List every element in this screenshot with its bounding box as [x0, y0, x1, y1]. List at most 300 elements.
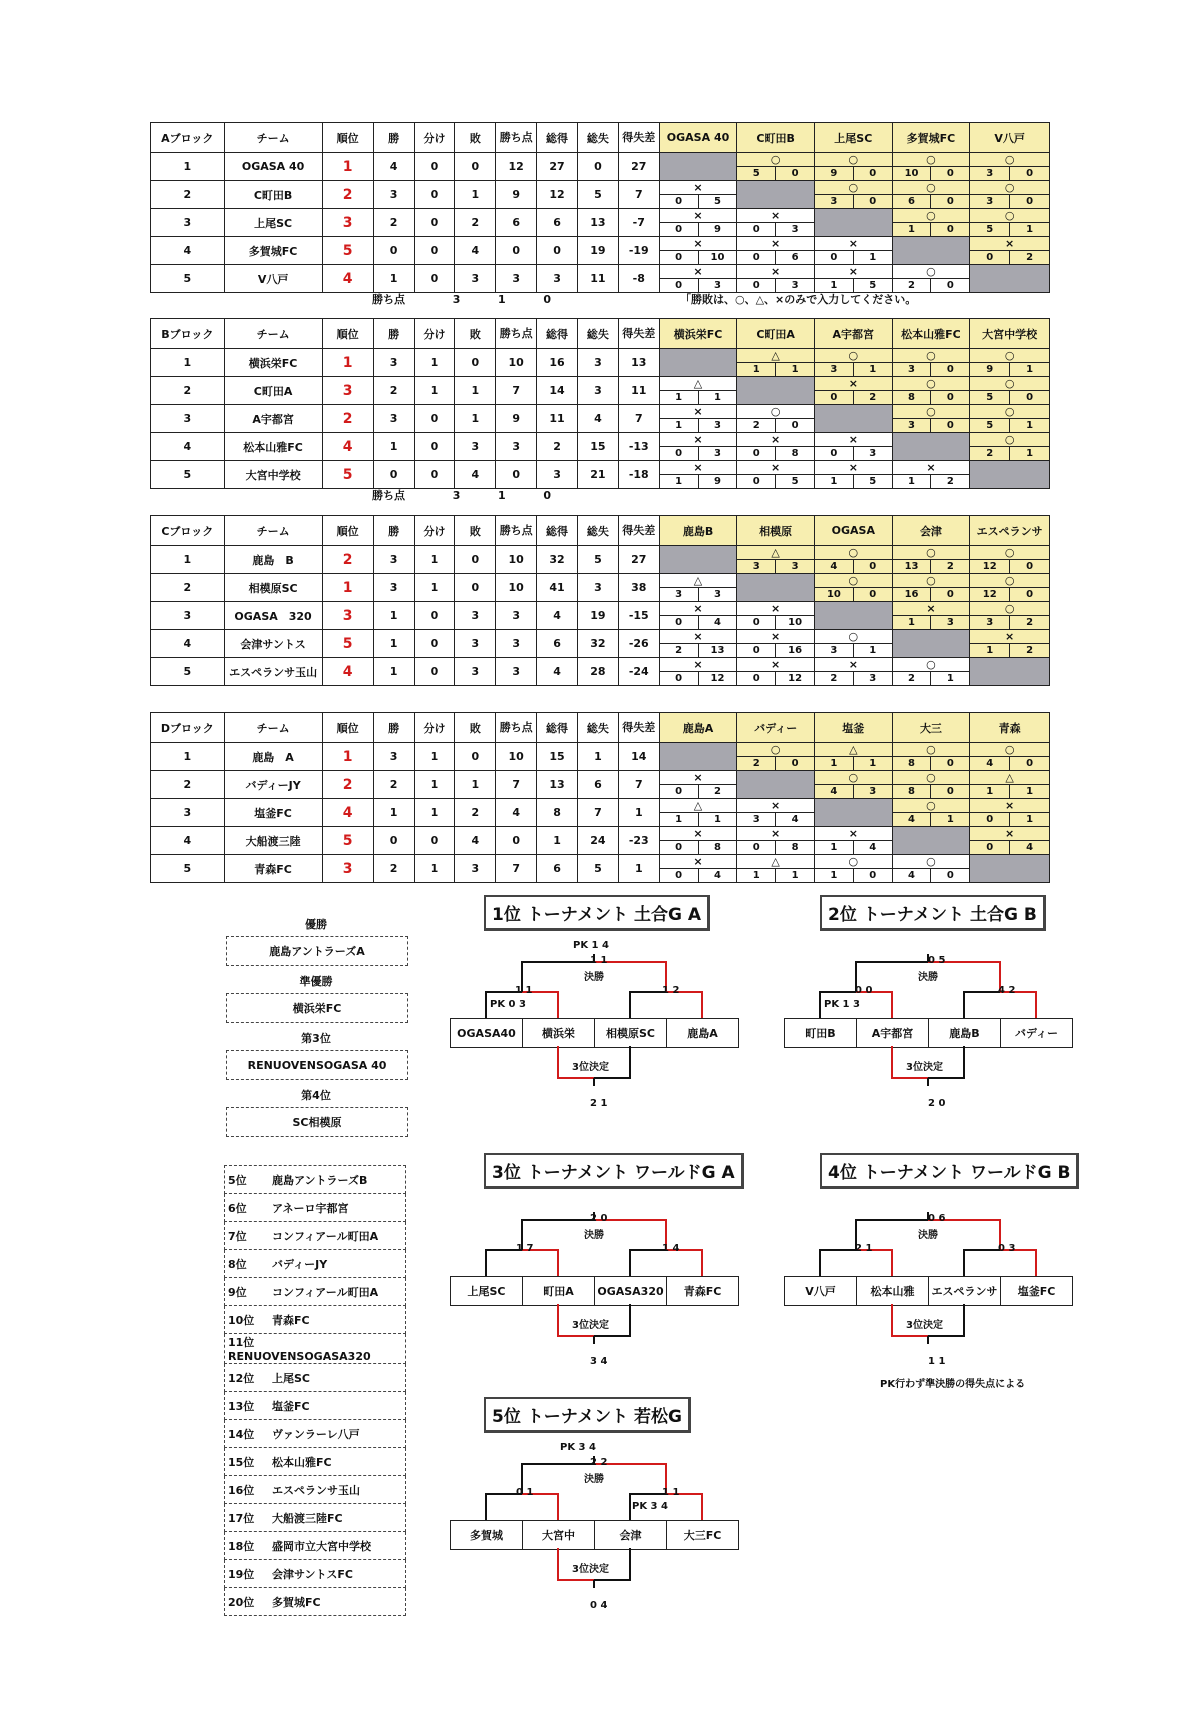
score-against: 3 — [791, 224, 799, 235]
team-name: バディーJY — [224, 771, 322, 799]
score-against: 5 — [869, 476, 877, 487]
result-mark: ○ — [1004, 377, 1015, 390]
points: 7 — [496, 855, 537, 883]
placement-team: 青森FC — [272, 1313, 310, 1327]
score-for: 2 — [893, 672, 932, 685]
team-rank: 4 — [322, 433, 373, 461]
goal-diff: -23 — [618, 827, 659, 855]
goals-against: 13 — [577, 209, 618, 237]
placement-position: 16位 — [228, 1483, 255, 1497]
bracket-score: PK 1 4 — [573, 940, 609, 951]
opponent-header: V八戸 — [970, 123, 1050, 153]
result-mark: ○ — [1004, 405, 1015, 418]
score-against: 0 — [791, 168, 799, 179]
result-mark: × — [771, 209, 781, 222]
score-for: 1 — [737, 363, 776, 376]
score-against: 8 — [791, 448, 799, 459]
team-rank: 4 — [322, 799, 373, 827]
result-mark: × — [926, 602, 936, 615]
opponent-header: C町田B — [737, 123, 815, 153]
score-against: 1 — [1026, 224, 1034, 235]
placement-position: 9位 — [228, 1285, 247, 1299]
score-for: 5 — [970, 223, 1010, 236]
result-mark: × — [693, 209, 703, 222]
goals-for: 27 — [537, 153, 578, 181]
placement-position: 5位 — [228, 1173, 247, 1187]
losses: 2 — [455, 799, 496, 827]
team-rank: 4 — [322, 658, 373, 686]
team-rank: 3 — [322, 377, 373, 405]
result-mark: ○ — [926, 153, 936, 166]
goals-for: 12 — [537, 181, 578, 209]
wins: 4 — [373, 153, 414, 181]
placement-team: コンフィアール町田A — [272, 1285, 379, 1299]
score-against: 3 — [713, 448, 721, 459]
goals-for: 11 — [537, 405, 578, 433]
result-mark: ○ — [926, 546, 936, 559]
score-against: 0 — [946, 364, 954, 375]
score-for: 1 — [893, 475, 932, 488]
points: 0 — [496, 461, 537, 489]
result-mark: × — [771, 658, 781, 671]
result-mark: ○ — [1004, 602, 1015, 615]
score-against: 0 — [869, 589, 877, 600]
header-rank: 順位 — [322, 319, 373, 349]
bracket-score: 0 1 — [516, 1487, 534, 1498]
bracket-note: PK行わず準決勝の得失点による — [880, 1379, 1026, 1390]
wins: 2 — [373, 209, 414, 237]
goal-diff: -13 — [618, 433, 659, 461]
rank-team-3: RENUOVENSOGASA 40 — [226, 1050, 408, 1080]
wins: 3 — [373, 349, 414, 377]
score-for: 0 — [737, 475, 776, 488]
result-mark: ○ — [926, 405, 936, 418]
score-against: 0 — [1026, 589, 1034, 600]
score-against: 2 — [869, 392, 877, 403]
result-mark: ○ — [926, 574, 936, 587]
header-team: チーム — [224, 123, 322, 153]
goals-against: 21 — [577, 461, 618, 489]
score-for: 2 — [893, 279, 932, 292]
score-against: 0 — [946, 758, 954, 769]
opponent-header: 鹿島A — [659, 713, 737, 743]
header-lose: 敗 — [455, 123, 496, 153]
score-for: 3 — [893, 419, 932, 432]
result-mark: △ — [771, 855, 780, 868]
goals-against: 3 — [577, 349, 618, 377]
tournament-2-title: 2位 トーナメント 土合G B — [820, 895, 1046, 931]
placement-team: エスペランサ玉山 — [272, 1483, 360, 1497]
score-against: 0 — [869, 196, 877, 207]
header-rank: 順位 — [322, 713, 373, 743]
row-number: 4 — [151, 237, 225, 265]
score-for: 3 — [970, 167, 1010, 180]
score-for: 9 — [815, 167, 854, 180]
score-for: 0 — [737, 644, 776, 657]
header-points: 勝ち点 — [496, 319, 537, 349]
result-mark: × — [693, 461, 703, 474]
opponent-header: 相模原 — [737, 516, 815, 546]
wins: 3 — [373, 405, 414, 433]
wins: 3 — [373, 181, 414, 209]
score-against: 0 — [869, 168, 877, 179]
score-against: 0 — [946, 280, 954, 291]
result-mark: △ — [693, 799, 703, 812]
header-team: チーム — [224, 713, 322, 743]
score-against: 3 — [713, 280, 721, 291]
result-mark: △ — [849, 743, 858, 756]
bracket-team: 松本山雅 — [856, 1276, 929, 1306]
score-for: 0 — [660, 616, 699, 629]
placement-position: 17位 — [228, 1511, 255, 1525]
score-against: 3 — [713, 589, 721, 600]
score-against: 1 — [1026, 814, 1034, 825]
team-name: 青森FC — [224, 855, 322, 883]
rank-team-1: 鹿島アントラーズA — [226, 936, 408, 966]
wins: 1 — [373, 433, 414, 461]
score-for: 16 — [893, 588, 932, 601]
opponent-header: OGASA — [814, 516, 892, 546]
result-mark: × — [848, 658, 858, 671]
team-rank: 5 — [322, 461, 373, 489]
goals-against: 15 — [577, 433, 618, 461]
goal-diff: 13 — [618, 349, 659, 377]
bracket-score: PK 0 3 — [490, 999, 526, 1010]
wins: 1 — [373, 265, 414, 293]
third-place-label: 3位決定 — [572, 1062, 609, 1073]
losses: 3 — [455, 433, 496, 461]
draws: 1 — [414, 799, 455, 827]
score-for: 0 — [737, 841, 776, 854]
score-against: 2 — [1026, 252, 1034, 263]
result-mark: ○ — [1004, 181, 1015, 194]
points: 7 — [496, 771, 537, 799]
team-name: エスペランサ玉山 — [224, 658, 322, 686]
goals-against: 1 — [577, 743, 618, 771]
score-for: 3 — [737, 560, 776, 573]
wins: 0 — [373, 461, 414, 489]
result-mark: △ — [693, 377, 703, 390]
score-for: 1 — [737, 869, 776, 882]
team-name: 会津サントス — [224, 630, 322, 658]
score-against: 10 — [710, 252, 725, 263]
score-against: 0 — [946, 392, 954, 403]
score-against: 4 — [713, 870, 721, 881]
score-for: 8 — [893, 391, 932, 404]
score-for: 1 — [660, 391, 699, 404]
score-against: 0 — [946, 168, 954, 179]
draws: 1 — [414, 377, 455, 405]
bracket-score: 3 4 — [590, 1356, 608, 1367]
row-number: 2 — [151, 771, 225, 799]
team-name: 鹿島 A — [224, 743, 322, 771]
placement-team: 塩釜FC — [272, 1399, 310, 1413]
team-rank: 1 — [322, 743, 373, 771]
row-number: 3 — [151, 209, 225, 237]
bracket-team: バディー — [1000, 1018, 1073, 1048]
placement-team: コンフィアール町田A — [272, 1229, 379, 1243]
team-rank: 2 — [322, 546, 373, 574]
score-against: 12 — [710, 673, 725, 684]
score-against: 6 — [791, 252, 799, 263]
placement-team: 会津サントスFC — [272, 1567, 353, 1581]
losses: 1 — [455, 771, 496, 799]
final-label: 決勝 — [918, 1230, 938, 1241]
score-against: 0 — [946, 786, 954, 797]
score-for: 1 — [970, 644, 1010, 657]
bracket-score: 1 1 — [515, 985, 533, 996]
result-mark: × — [693, 602, 703, 615]
score-against: 0 — [791, 420, 799, 431]
score-against: 2 — [946, 476, 954, 487]
placement-team: 盛岡市立大宮中学校 — [272, 1539, 371, 1553]
score-against: 4 — [791, 814, 799, 825]
score-for: 10 — [815, 588, 854, 601]
score-for: 4 — [893, 813, 932, 826]
losses: 3 — [455, 602, 496, 630]
result-mark: × — [771, 602, 781, 615]
score-against: 3 — [869, 673, 877, 684]
wins: 2 — [373, 855, 414, 883]
score-against: 1 — [869, 364, 877, 375]
row-number: 1 — [151, 546, 225, 574]
bracket-score: 2 1 — [590, 1098, 608, 1109]
header-win: 勝 — [373, 123, 414, 153]
goal-diff: -8 — [618, 265, 659, 293]
points: 6 — [496, 209, 537, 237]
score-against: 4 — [713, 617, 721, 628]
result-mark: ○ — [926, 799, 936, 812]
score-against: 2 — [946, 561, 954, 572]
score-for: 0 — [660, 195, 699, 208]
placement-position: 10位 — [228, 1313, 255, 1327]
wins: 0 — [373, 827, 414, 855]
score-for: 13 — [893, 560, 932, 573]
score-for: 1 — [815, 475, 854, 488]
result-mark: ○ — [926, 743, 936, 756]
score-for: 10 — [893, 167, 932, 180]
result-mark: × — [1005, 237, 1015, 250]
score-for: 2 — [660, 644, 699, 657]
opponent-header: 鹿島B — [659, 516, 737, 546]
bracket-score: 1 1 — [662, 1487, 680, 1498]
score-for: 3 — [660, 588, 699, 601]
opponent-header: 会津 — [892, 516, 970, 546]
points-win: 3 — [452, 489, 461, 502]
result-mark: ○ — [1004, 743, 1015, 756]
points: 12 — [496, 153, 537, 181]
points: 3 — [496, 630, 537, 658]
third-place-label: 3位決定 — [572, 1320, 609, 1331]
score-for: 3 — [893, 363, 932, 376]
losses: 0 — [455, 153, 496, 181]
row-number: 2 — [151, 574, 225, 602]
team-name: 大宮中学校 — [224, 461, 322, 489]
header-goal-diff: 得失差 — [618, 516, 659, 546]
score-against: 0 — [946, 589, 954, 600]
bracket-team: エスペランサ — [928, 1276, 1001, 1306]
bracket-score: 1 1 — [590, 955, 608, 966]
score-for: 1 — [815, 279, 854, 292]
points: 3 — [496, 602, 537, 630]
goals-for: 6 — [537, 630, 578, 658]
rank-label-1: 優勝 — [305, 918, 327, 931]
points: 3 — [496, 658, 537, 686]
team-name: 松本山雅FC — [224, 433, 322, 461]
result-mark: ○ — [848, 349, 859, 362]
losses: 4 — [455, 827, 496, 855]
losses: 3 — [455, 630, 496, 658]
score-for: 9 — [970, 363, 1010, 376]
goals-for: 32 — [537, 546, 578, 574]
bracket-score: 0 3 — [998, 1243, 1016, 1254]
wins: 1 — [373, 602, 414, 630]
goal-diff: 27 — [618, 153, 659, 181]
result-mark: × — [693, 658, 703, 671]
score-for: 2 — [737, 757, 776, 770]
header-goals-for: 総得 — [537, 516, 578, 546]
block-name: Aブロック — [151, 123, 225, 153]
score-against: 1 — [791, 870, 799, 881]
losses: 3 — [455, 265, 496, 293]
points: 0 — [496, 827, 537, 855]
opponent-header: A宇都宮 — [814, 319, 892, 349]
score-for: 0 — [660, 447, 699, 460]
result-mark: × — [693, 237, 703, 250]
team-name: 相模原SC — [224, 574, 322, 602]
team-rank: 5 — [322, 827, 373, 855]
header-goal-diff: 得失差 — [618, 123, 659, 153]
result-mark: ○ — [848, 574, 859, 587]
tournament-4-title: 4位 トーナメント ワールドG B — [820, 1153, 1079, 1189]
placement-position: 11位 — [228, 1336, 255, 1349]
header-draw: 分け — [414, 516, 455, 546]
points: 9 — [496, 181, 537, 209]
block-name: Cブロック — [151, 516, 225, 546]
team-rank: 3 — [322, 209, 373, 237]
bracket-team: A宇都宮 — [856, 1018, 929, 1048]
result-mark: ○ — [926, 181, 936, 194]
score-against: 9 — [713, 476, 721, 487]
result-mark: △ — [771, 546, 780, 559]
score-for: 12 — [970, 560, 1010, 573]
bracket-team: OGASA40 — [450, 1018, 523, 1048]
row-number: 5 — [151, 855, 225, 883]
points-lose: 0 — [543, 293, 552, 306]
result-mark: × — [848, 377, 858, 390]
points: 10 — [496, 743, 537, 771]
result-mark: × — [848, 237, 858, 250]
score-for: 8 — [893, 757, 932, 770]
score-for: 3 — [815, 195, 854, 208]
team-rank: 2 — [322, 181, 373, 209]
result-mark: ○ — [848, 771, 859, 784]
result-mark: △ — [1005, 771, 1014, 784]
draws: 0 — [414, 433, 455, 461]
wins: 3 — [373, 743, 414, 771]
score-against: 0 — [869, 870, 877, 881]
points: 4 — [496, 799, 537, 827]
score-for: 3 — [815, 644, 854, 657]
draws: 1 — [414, 574, 455, 602]
result-mark: ○ — [848, 153, 859, 166]
result-mark: × — [848, 433, 858, 446]
goals-for: 0 — [537, 237, 578, 265]
bracket-score: 1 4 — [662, 1243, 680, 1254]
goals-for: 6 — [537, 855, 578, 883]
score-for: 0 — [815, 391, 854, 404]
goals-against: 6 — [577, 771, 618, 799]
header-points: 勝ち点 — [496, 713, 537, 743]
draws: 1 — [414, 743, 455, 771]
score-against: 16 — [788, 645, 803, 656]
score-against: 0 — [946, 224, 954, 235]
score-for: 3 — [737, 813, 776, 826]
score-for: 0 — [660, 672, 699, 685]
points: 10 — [496, 349, 537, 377]
opponent-header: 青森 — [970, 713, 1050, 743]
bracket-team: 塩釜FC — [1000, 1276, 1073, 1306]
bracket-team: 町田B — [784, 1018, 857, 1048]
result-mark: ○ — [770, 743, 781, 756]
opponent-header: 横浜栄FC — [659, 319, 737, 349]
score-against: 0 — [1026, 561, 1034, 572]
score-against: 1 — [1026, 364, 1034, 375]
goals-against: 5 — [577, 855, 618, 883]
opponent-header: 上尾SC — [814, 123, 892, 153]
score-for: 1 — [893, 223, 932, 236]
score-against: 1 — [869, 645, 877, 656]
score-for: 1 — [893, 616, 932, 629]
team-name: 鹿島 B — [224, 546, 322, 574]
score-for: 0 — [660, 251, 699, 264]
draws: 1 — [414, 546, 455, 574]
header-lose: 敗 — [455, 713, 496, 743]
score-against: 2 — [1026, 645, 1034, 656]
draws: 0 — [414, 209, 455, 237]
header-goals-against: 総失 — [577, 123, 618, 153]
result-mark: ○ — [926, 658, 936, 671]
result-mark: × — [926, 461, 936, 474]
score-against: 8 — [791, 842, 799, 853]
placement-position: 18位 — [228, 1539, 255, 1553]
bracket-score: 1 1 — [928, 1356, 946, 1367]
score-against: 8 — [713, 842, 721, 853]
row-number: 1 — [151, 349, 225, 377]
score-for: 0 — [737, 223, 776, 236]
score-against: 1 — [869, 758, 877, 769]
header-points: 勝ち点 — [496, 123, 537, 153]
score-against: 0 — [1026, 168, 1034, 179]
row-number: 4 — [151, 827, 225, 855]
points-lose: 0 — [543, 489, 552, 502]
points: 10 — [496, 574, 537, 602]
points-win: 3 — [452, 293, 461, 306]
bracket-team: 青森FC — [666, 1276, 739, 1306]
block-name: Dブロック — [151, 713, 225, 743]
score-against: 13 — [710, 645, 725, 656]
header-lose: 敗 — [455, 319, 496, 349]
goals-for: 15 — [537, 743, 578, 771]
bracket-score: 0 0 — [855, 985, 873, 996]
row-number: 5 — [151, 658, 225, 686]
bracket-team: V八戸 — [784, 1276, 857, 1306]
draws: 0 — [414, 181, 455, 209]
team-name: 上尾SC — [224, 209, 322, 237]
score-against: 4 — [1026, 842, 1034, 853]
bracket-score: 0 5 — [928, 955, 946, 966]
score-for: 0 — [970, 251, 1010, 264]
